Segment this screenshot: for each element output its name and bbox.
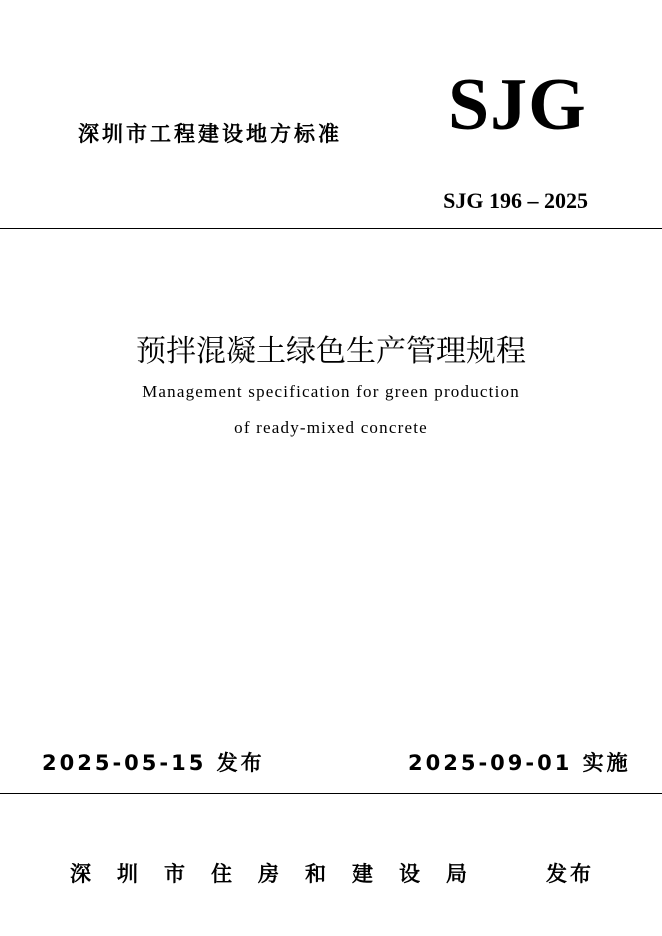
issue-date: 2025-05-15 发布 bbox=[42, 751, 265, 775]
standard-number: SJG 196 – 2025 bbox=[443, 188, 588, 213]
implementation-date: 2025-09-01 实施 bbox=[408, 751, 631, 775]
bottom-divider bbox=[0, 793, 662, 794]
issuing-authority: 深圳市住房和建设局 bbox=[70, 862, 493, 886]
document-title-en-line1: Management specification for green production bbox=[142, 382, 520, 401]
standard-type-label: 深圳市工程建设地方标准 bbox=[78, 122, 342, 146]
sjg-logo: SJG bbox=[448, 64, 587, 146]
issued-label: 发布 bbox=[546, 862, 594, 886]
top-divider bbox=[0, 228, 662, 229]
document-title-en-line2: of ready-mixed concrete bbox=[234, 418, 428, 437]
document-title-zh: 预拌混凝土绿色生产管理规程 bbox=[136, 334, 526, 369]
